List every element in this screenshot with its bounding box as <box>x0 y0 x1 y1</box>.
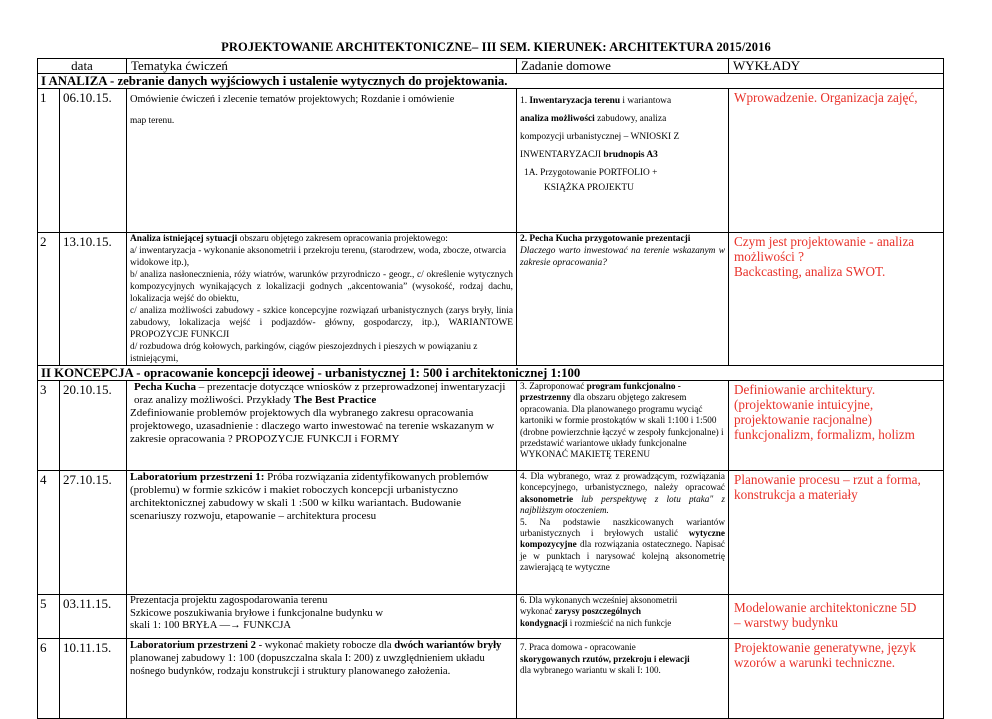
lecture-line: (projektowanie intuicyjne, <box>734 397 874 412</box>
row-lecture <box>729 233 944 366</box>
row-number: 4 <box>38 471 60 595</box>
row-number: 2 <box>38 233 60 366</box>
homework-line: kondygnacji i rozmieścić na nich funkcje <box>520 617 672 628</box>
topic-line: c/ analiza możliwości zabudowy - szkice koncepcyjne rozwiązań urbanistycznych (zarys bryły, linia zabudowy, lokalizacja wejść i podjazdów- główny, gospodarczy, itp.), WARIANTOWE PROPOZYCJE FUNKCJI <box>130 306 513 340</box>
header-homework: Zadanie domowe <box>517 59 729 74</box>
row-date: 20.10.15. <box>60 381 127 471</box>
homework-line: 4. Dla wybranego, wraz z prowadzącym, rozwiązania koncepcyjnego, urbanistycznego, należy opracować aksonometrie lub perspektywę z lotu ptaka" z najbliższym otoczeniem. <box>520 471 725 516</box>
homework-line: 6. Dla wykonanych wcześniej aksonometrii <box>520 595 678 605</box>
homework-line: INWENTARYZACJI brudnopis A3 <box>520 150 658 160</box>
row-homework <box>517 89 729 233</box>
row-date: 13.10.15. <box>60 233 127 366</box>
table-row <box>38 639 944 719</box>
homework-line: 3. Zaproponować program funkcjonalno - przestrzenny dla obszaru objętego zakresem opracowania. Dla planowanego programu wyciąć kartoniki w formie prostokątów w skali 1:100 i 1:500 (drobne powierzchnie łączyć w zespoły funkcjonalne) i przedstawić wariantowe układy funkcjonalne WYKONAĆ MAKIETĘ TERENU <box>520 381 724 460</box>
section-title: I ANALIZA - zebranie danych wyjściowych i ustalenie wytycznych do projektowania. <box>38 74 944 89</box>
row-lecture <box>729 381 944 471</box>
section-title: II KONCEPCJA - opracowanie koncepcji ideowej - urbanistycznej 1: 500 i architektonicznej 1:100 <box>38 366 944 381</box>
topic-line: Analiza istniejącej sytuacji obszaru objętego zakresem opracowania projektowego: <box>130 234 448 244</box>
topic-line: Laboratorium przestrzeni 2 - wykonać makiety robocze dla dwóch wariantów bryły planowanej zabudowy 1: 100 (dopuszczalna skala I: 200) z uwzględnieniem układu nośnego budynków, rodzaju konstrukcji i struktury planowanego założenia. <box>130 640 502 678</box>
table-row <box>38 471 944 595</box>
homework-line: Dlaczego warto inwestować na terenie wskazanym w zakresie opracowania? <box>520 246 725 268</box>
topic-line: Szkicowe poszukiwania bryłowe i funkcjonalne budynku w <box>130 607 384 619</box>
lecture-line: Czym jest projektowanie - analiza możliwości ? <box>734 234 915 264</box>
row-topic <box>127 381 517 471</box>
homework-line: 2. Pecha Kucha przygotowanie prezentacji <box>520 234 691 244</box>
table-row <box>38 595 944 639</box>
table-row <box>38 233 944 366</box>
lecture-line: Modelowanie architektoniczne 5D <box>734 600 917 615</box>
homework-line: wykonać zarysy poszczególnych <box>520 606 641 617</box>
row-date: 27.10.15. <box>60 471 127 595</box>
row-date: 06.10.15. <box>60 89 127 233</box>
lecture-line: Planowanie procesu – rzut a forma, <box>734 472 921 487</box>
header-topic: Tematyka ćwiczeń <box>127 59 517 74</box>
row-homework <box>517 639 729 719</box>
row-date: 03.11.15. <box>60 595 127 639</box>
row-lecture <box>729 89 944 233</box>
table-row <box>38 89 944 233</box>
lecture-line: wzorów a warunki techniczne. <box>734 655 896 670</box>
schedule-table <box>37 58 944 719</box>
document-title: PROJEKTOWANIE ARCHITEKTONICZNE– III SEM. KIERUNEK: ARCHITEKTURA 2015/2016 <box>221 40 771 54</box>
homework-line: kompozycji urbanistycznej – WNIOSKI Z <box>520 132 680 142</box>
topic-line: Omówienie ćwiczeń i zlecenie tematów projektowych; Rozdanie i omówienie <box>130 94 455 105</box>
row-homework <box>517 595 729 639</box>
table-header-row <box>38 59 944 74</box>
row-number: 5 <box>38 595 60 639</box>
row-homework <box>517 471 729 595</box>
lecture-line: projektowanie racjonalne) <box>734 412 873 427</box>
row-topic <box>127 595 517 639</box>
lecture-line: funkcjonalizm, formalizm, holizm <box>734 427 915 442</box>
topic-line: a/ inwentaryzacja - wykonanie aksonometrii i przekroju terenu, (starodrzew, woda, zbocze, otwarcia widokowe itp.), <box>130 246 507 268</box>
row-topic <box>127 89 517 233</box>
lecture-line: – warstwy budynku <box>734 615 839 630</box>
section-row-koncepcja <box>38 366 944 381</box>
header-lectures: WYKŁADY <box>729 59 944 74</box>
homework-line: 1. Inwentaryzacja terenu i wariantowa <box>520 96 672 106</box>
row-date: 10.11.15. <box>60 639 127 719</box>
lecture-line: Definiowanie architektury. <box>734 382 876 397</box>
row-topic <box>127 233 517 366</box>
row-topic <box>127 639 517 719</box>
homework-line: 1A. Przygotowanie PORTFOLIO + <box>524 168 658 178</box>
lecture-line: Projektowanie generatywne, język <box>734 640 916 655</box>
row-number: 6 <box>38 639 60 719</box>
lecture-line: Backcasting, analiza SWOT. <box>734 264 886 279</box>
topic-line: Pecha Kucha – prezentacje dotyczące wniosków z przeprowadzonej inwentaryzacji oraz analizy możliwości. Przykłady The Best Practice <box>134 381 506 406</box>
header-date: data <box>38 59 127 74</box>
topic-line: Zdefiniowanie problemów projektowych dla wybranego zakresu opracowania projektowego, uzasadnienie : dlaczego warto inwestować na terenie wskazanym w zakresie opracowania ? PROPOZYCJE FUNKCJI i FORMY <box>130 407 495 445</box>
topic-line: map terenu. <box>130 116 175 126</box>
topic-line: Laboratorium przestrzeni 1: Próba rozwiązania zidentyfikowanych problemów (problemu) w formie szkiców i makiet roboczych koncepcji urbanistyczno architektonicznej zabudowy w skali 1 :500 w kilku wariantach. Budowanie scenariuszy rozwoju, etapowanie – architektura procesu <box>130 471 489 522</box>
row-homework <box>517 233 729 366</box>
table-row <box>38 381 944 471</box>
row-topic <box>127 471 517 595</box>
topic-line: b/ analiza nasłonecznienia, róży wiatrów, warunków przyrodniczo - geogr., c/ określenie wytycznych kompozycyjnych wynikających z lokalizacji godnych „akcentowania” (wysokość, rodzaj dachu, lokalizacja wejść do obiektu, <box>130 270 513 304</box>
topic-line: Prezentacja projektu zagospodarowania terenu <box>130 595 328 606</box>
homework-line: 7. Praca domowa - opracowanie <box>520 642 636 652</box>
topic-line: d/ rozbudowa dróg kołowych, parkingów, ciągów pieszojezdnych i pieszych w powiązaniu z istniejącymi, <box>130 342 478 364</box>
section-row-analiza <box>38 74 944 89</box>
homework-line: 5. Na podstawie naszkicowanych wariantów urbanistycznych i bryłowych ustalić wytyczne kompozycyjne dla rozwiązania ostatecznego. Napisać je w punktach i narysować kolejną aksonometrię zawierającą te wytyczne <box>520 516 725 573</box>
topic-line: skali 1: 100 BRYŁA —→ FUNKCJA <box>130 620 291 632</box>
row-lecture <box>729 471 944 595</box>
homework-line: analiza możliwości zabudowy, analiza <box>520 114 667 124</box>
lecture-line: Wprowadzenie. Organizacja zajęć, <box>734 90 918 105</box>
row-number: 1 <box>38 89 60 233</box>
row-lecture <box>729 595 944 639</box>
row-homework <box>517 381 729 471</box>
homework-line: KSIĄŻKA PROJEKTU <box>544 183 634 193</box>
lecture-line: konstrukcja a materiały <box>734 487 858 502</box>
row-number: 3 <box>38 381 60 471</box>
row-lecture <box>729 639 944 719</box>
homework-line: dla wybranego wariantu w skali I: 100. <box>520 665 661 676</box>
homework-line: skorygowanych rzutów, przekroju i elewacji <box>520 653 690 664</box>
